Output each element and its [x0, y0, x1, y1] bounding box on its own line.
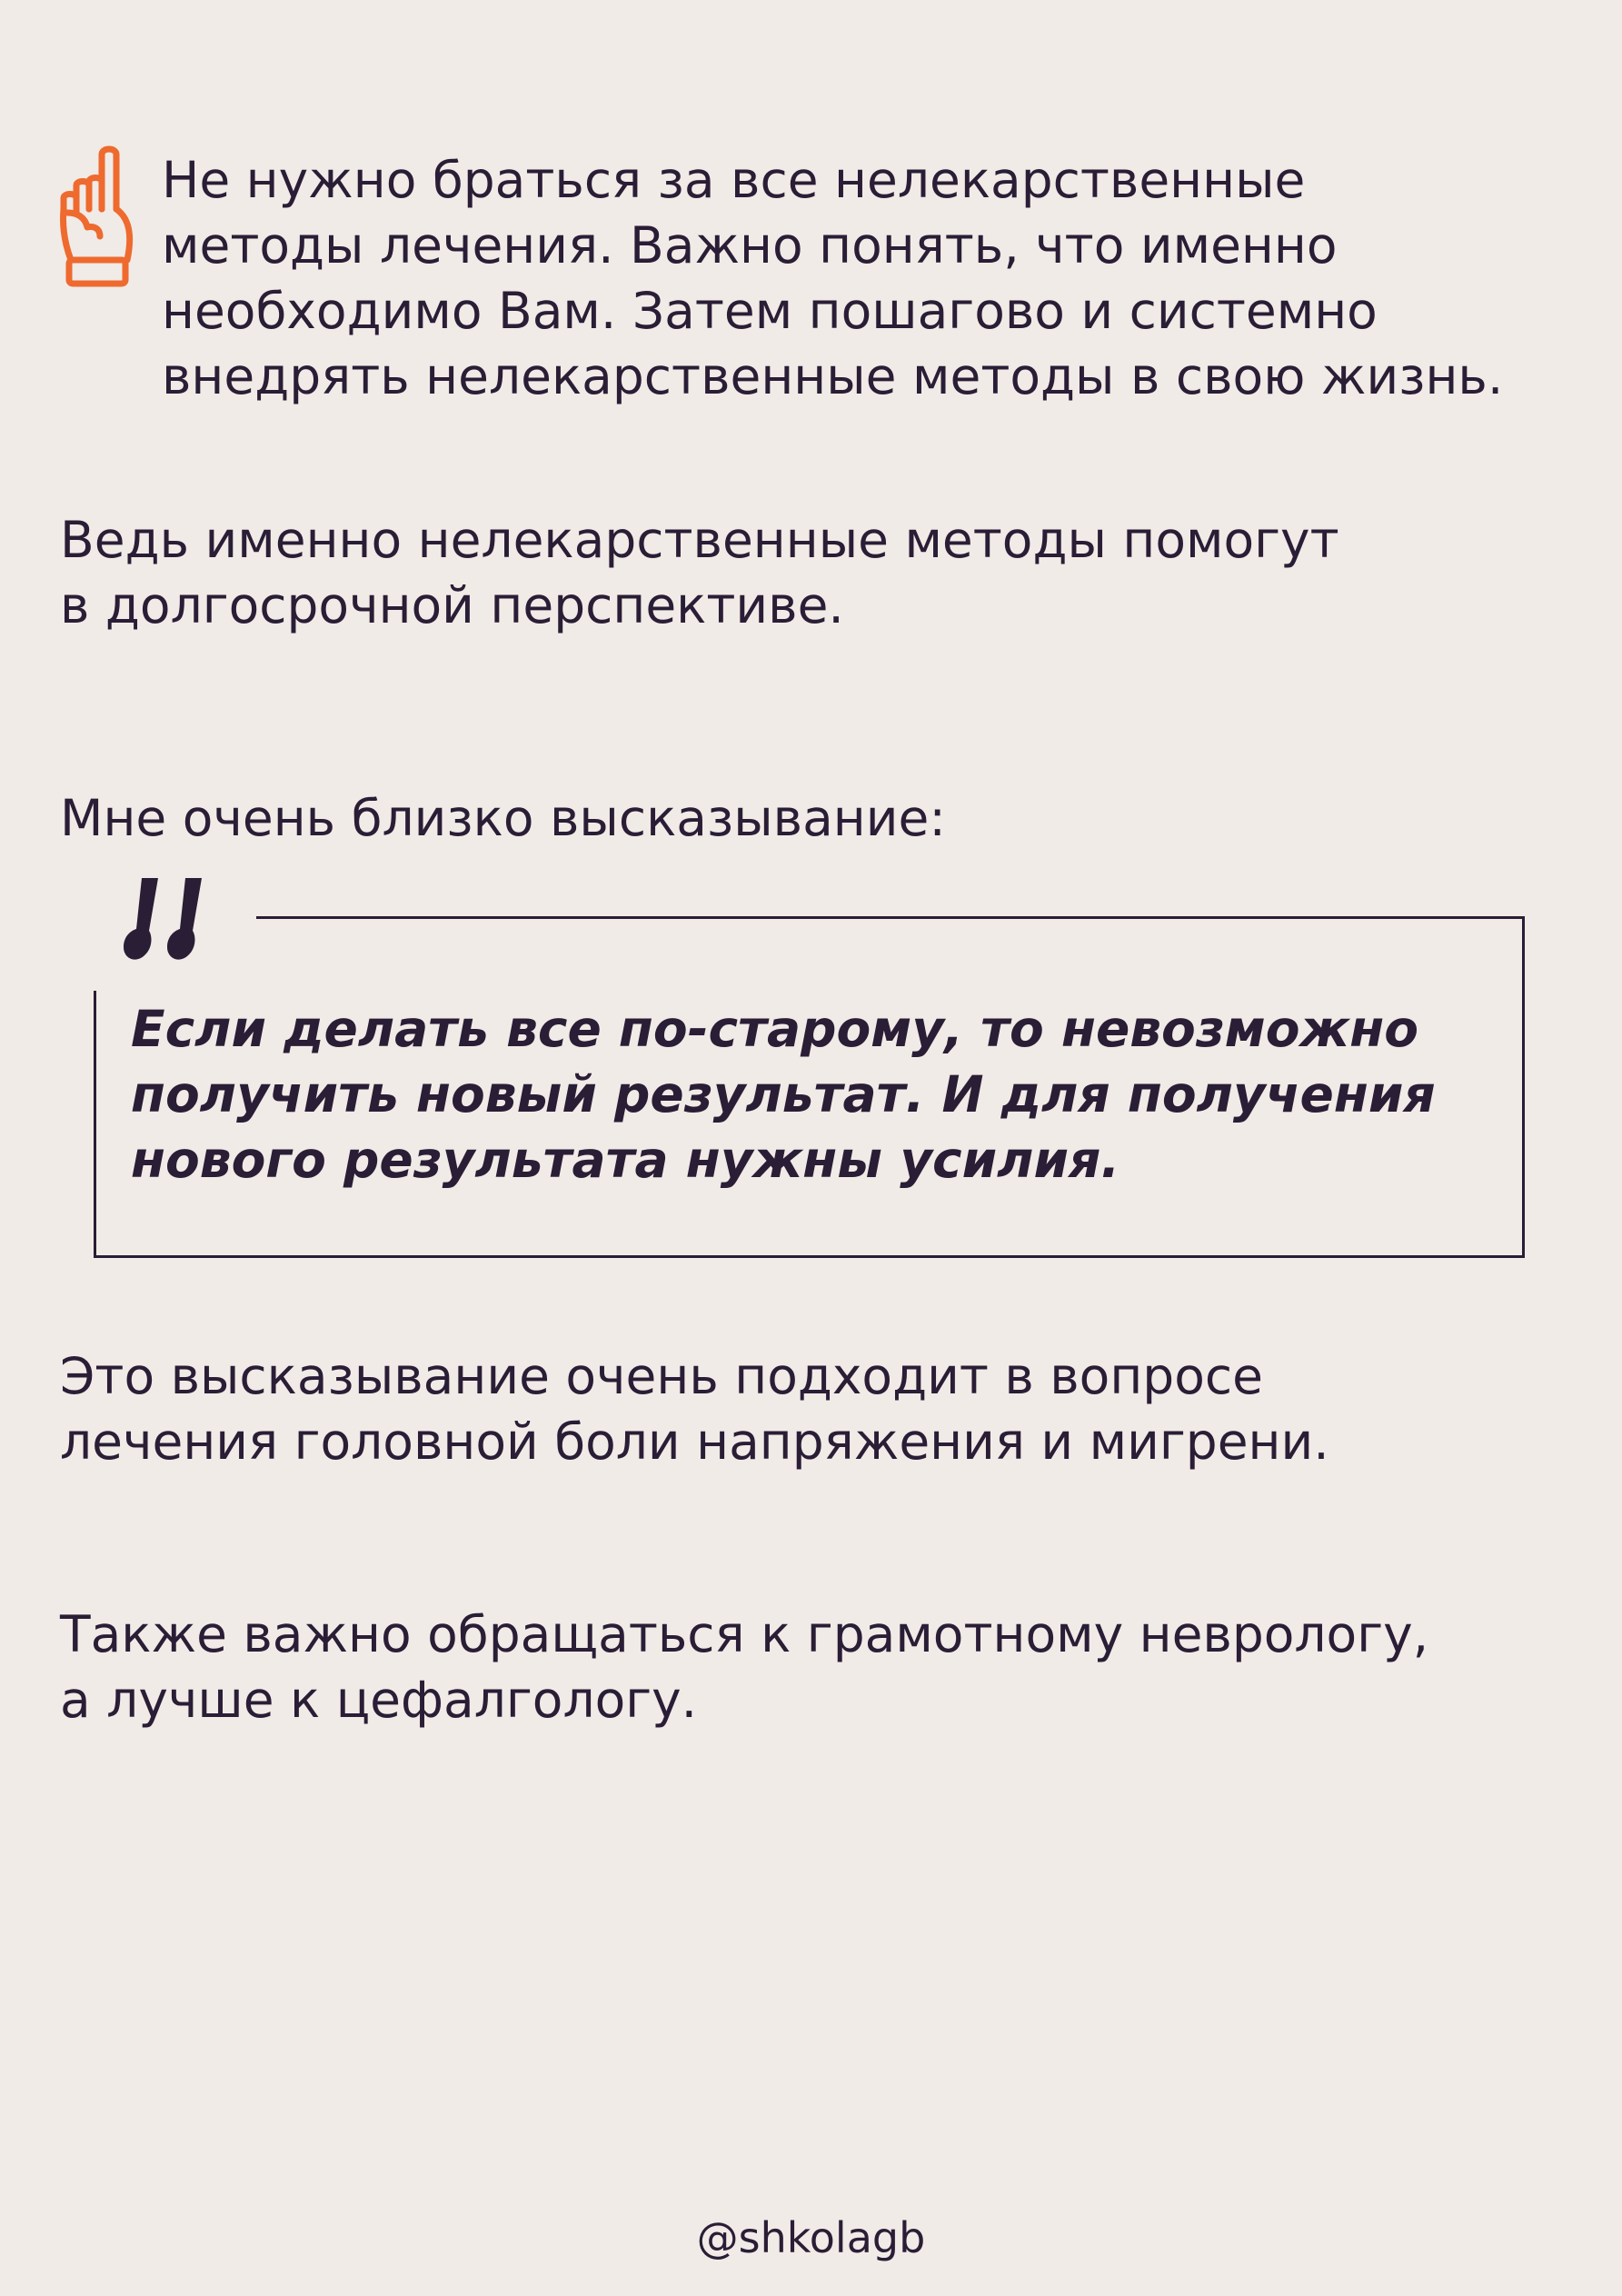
tip-line: методы лечения. Важно понять, что именно — [162, 216, 1338, 275]
paragraph-neurologist — [60, 1602, 1428, 1732]
account-handle: @shkolagb — [696, 2213, 926, 2262]
paragraph-quote-intro — [60, 785, 946, 851]
tip-text — [162, 147, 1503, 409]
tip-line: необходимо Вам. Затем пошагово и системно — [162, 282, 1378, 340]
paragraph-line: Также важно обращаться к грамотному неврологу, — [60, 1605, 1429, 1663]
quote-line: нового результата нужны усилия. — [131, 1131, 1120, 1189]
quote-line: Если делать все по-старому, то невозможно — [131, 1000, 1419, 1058]
quote-line: получить новый результат. И для получения — [131, 1065, 1436, 1123]
paragraph-line: Мне очень близко высказывание: — [60, 789, 946, 847]
raised-index-finger-icon — [58, 145, 138, 287]
quote-frame-top-border — [256, 916, 1525, 919]
quote-frame-left-border — [94, 991, 96, 1258]
paragraph-line: а лучше к цефалгологу. — [60, 1671, 698, 1729]
paragraph-line: Это высказывание очень подходит в вопросе — [60, 1347, 1263, 1405]
paragraph-line: в долгосрочной перспективе. — [60, 576, 844, 634]
quote-text — [131, 996, 1436, 1193]
paragraph-headache — [60, 1343, 1329, 1474]
paragraph-long-term — [60, 507, 1339, 638]
tip-line: внедрять нелекарственные методы в свою жизнь. — [162, 347, 1504, 405]
paragraph-line: лечения головной боли напряжения и мигрени. — [60, 1413, 1329, 1471]
opening-quotation-mark-icon — [122, 873, 209, 963]
paragraph-line: Ведь именно нелекарственные методы помогут — [60, 511, 1339, 569]
tip-line: Не нужно браться за все нелекарственные — [162, 151, 1306, 209]
